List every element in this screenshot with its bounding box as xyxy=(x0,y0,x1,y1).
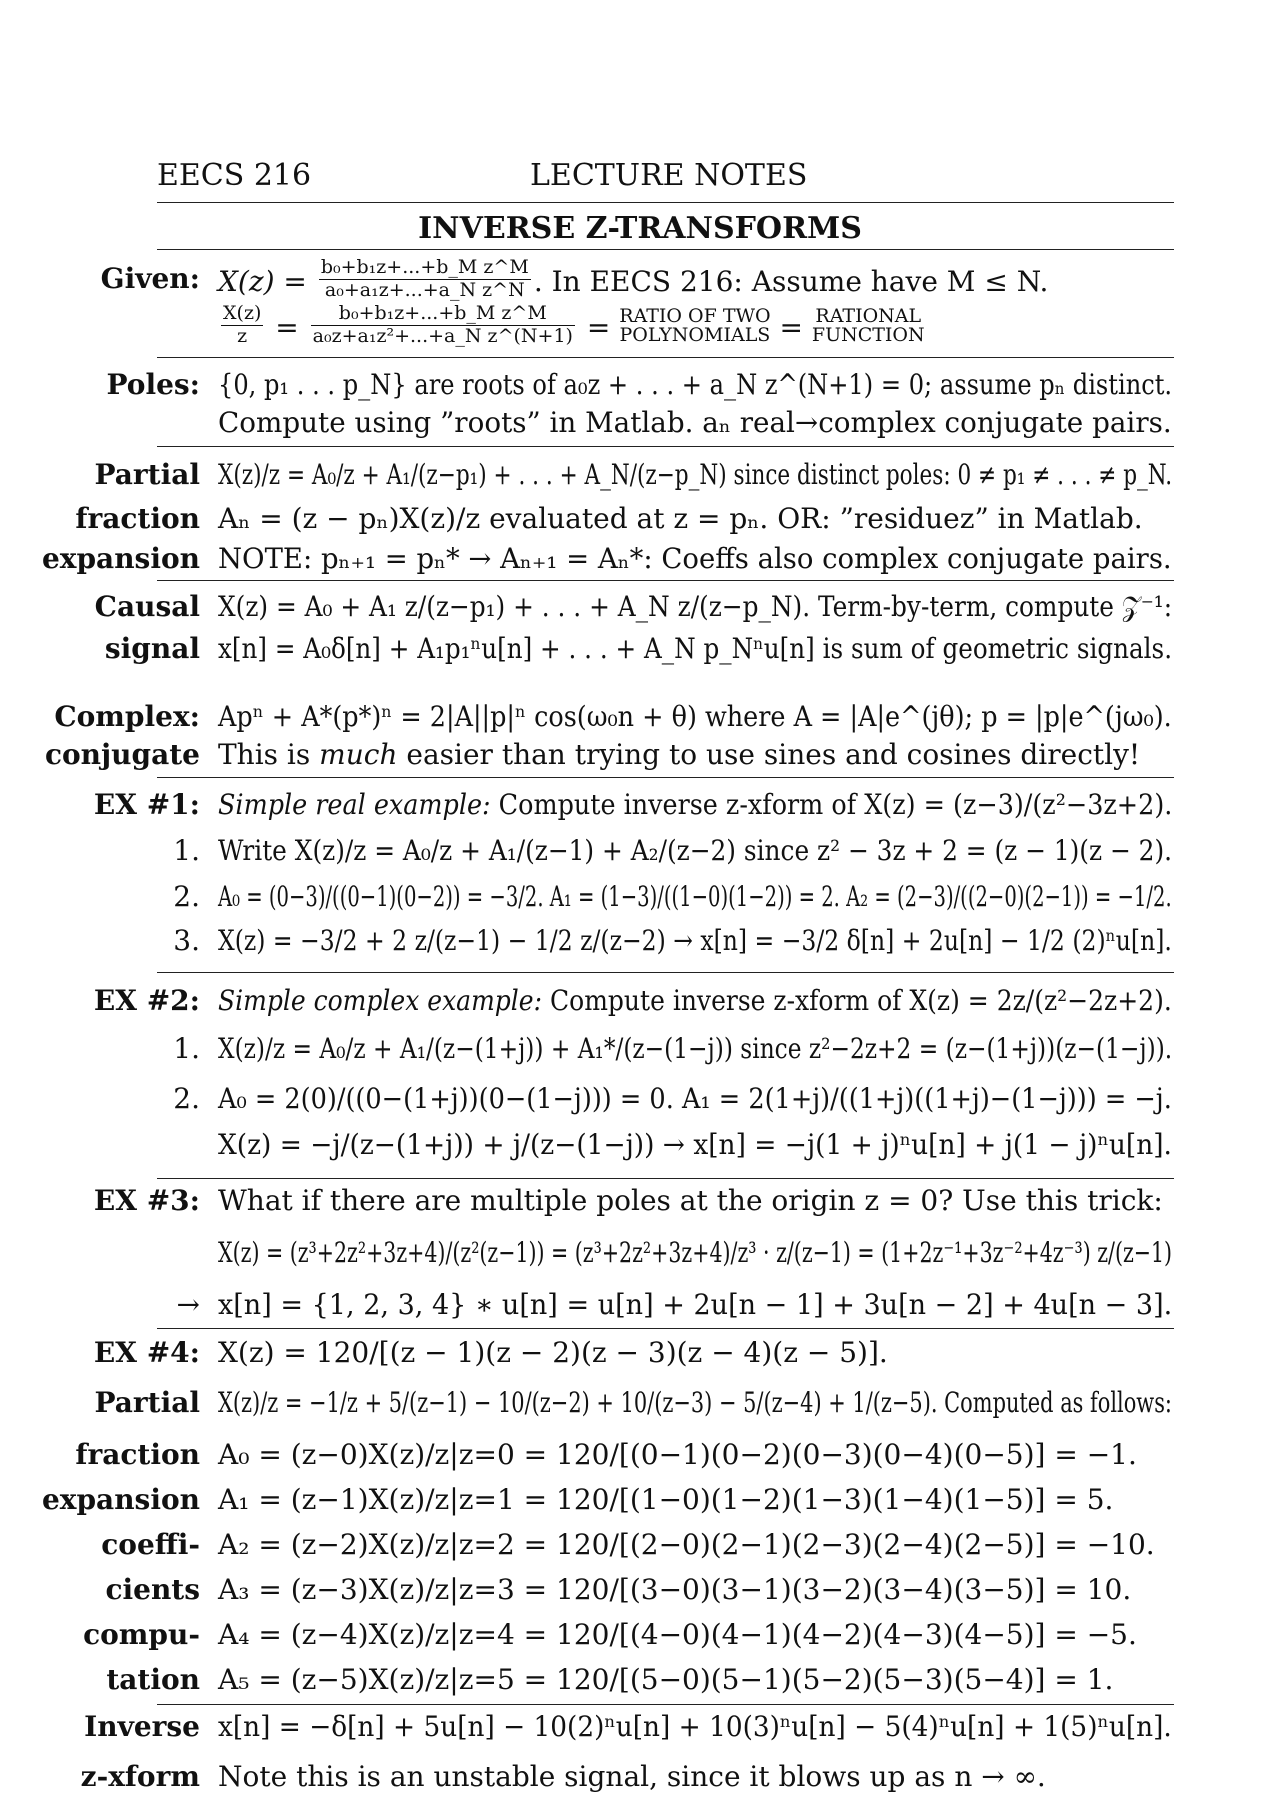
given-lhs: X(z) = xyxy=(218,264,307,298)
complex-text-2: This is much easier than trying to use sines and cosines directly! xyxy=(218,738,1141,771)
divider xyxy=(157,357,1174,358)
divider xyxy=(157,249,1174,250)
given-label: Given: xyxy=(100,262,200,295)
poles-line-2 xyxy=(0,406,1280,446)
given-line-2: $\frac{X(z)}{z}$ = $\frac{\text{b₀+b₁z+...+b\_M z\textasciicircum{}M}}{\text{a₀z+a₁z²+...+a\_N z\textasciicircum{}(N+1)}}$ = RATIO OF TWO POLYNOMIALS = RATIONAL FUNCTION xyxy=(223,302,925,347)
course-code: EECS 216 xyxy=(157,158,312,193)
inverse-label: Inverse xyxy=(84,1710,200,1743)
ex4-coef-a2: coeffi- A₂ = (z−2)X(z)/z|z=2 = 120/[(2−0)(2−1)(2−3)(2−4)(2−5)] = −10. xyxy=(101,1528,1155,1561)
poles-text-2: Compute using ”roots” in Matlab. aₙ real→complex conjugate pairs. xyxy=(218,406,1172,439)
divider xyxy=(157,446,1174,447)
ex2-step-2: 2. A₀ = 2(0)/((0−(1+j))(0−(1−j))) = 0. A₁ = 2(1+j)/((1+j)((1+j)−(1−j))) = −j. xyxy=(173,1082,1172,1115)
ex4-coef-a5: tation A₅ = (z−5)X(z)/z|z=5 = 120/[(5−0)(5−1)(5−2)(5−3)(5−4)] = 1. xyxy=(106,1663,1114,1696)
ex2-line-0 xyxy=(0,984,1280,1024)
partial-line-2 xyxy=(0,502,1280,542)
divider xyxy=(157,202,1174,203)
complex-line-1 xyxy=(0,700,1280,740)
partial-text-3: NOTE: pₙ₊₁ = pₙ* → Aₙ₊₁ = Aₙ*: Coeffs also complex conjugate pairs. xyxy=(218,542,1172,575)
given-line-1 xyxy=(0,256,1280,302)
ex1-label: EX #1: xyxy=(93,788,200,821)
ratio-note: RATIO OF TWO POLYNOMIALS xyxy=(619,304,771,347)
ex3-line-1: EX #3: What if there are multiple poles at the origin z = 0? Use this trick: xyxy=(93,1184,1163,1217)
poles-label: Poles: xyxy=(106,368,200,401)
divider xyxy=(157,1704,1174,1705)
causal-label: Causal xyxy=(94,590,200,623)
given-fraction: $\frac{\text{b₀+b₁z+...+b\_M z\textasciicircum{}M}}{\text{a₀+a₁z+...+a\_N z\textasciicircum{}N}}$ xyxy=(320,256,529,301)
causal-text-2: x[n] = A₀δ[n] + A₁p₁ⁿu[n] + . . . + A_N p_Nⁿu[n] is sum of geometric signals. xyxy=(218,632,1173,665)
ex2-intro: Simple complex example: Compute inverse z-xform of X(z) = 2z/(z²−2z+2). xyxy=(218,984,1172,1017)
xz-over-z: $\frac{X(z)}{z}$ xyxy=(223,302,262,347)
signal-label: signal xyxy=(104,632,200,665)
notes-heading: LECTURE NOTES xyxy=(530,158,808,193)
conjugate-label: conjugate xyxy=(44,738,200,771)
page-title: INVERSE Z-TRANSFORMS xyxy=(418,211,862,246)
ex3-line-2: X(z) = (z³+2z²+3z+4)/(z²(z−1)) = (z³+2z²+3z+4)/z³ · z/(z−1) = (1+2z⁻¹+3z⁻²+4z⁻³) z/(z−1) xyxy=(218,1236,1173,1269)
poles-text-1: {0, p₁ . . . p_N} are roots of a₀z + . . . + a_N z^(N+1) = 0; assume pₙ distinct. xyxy=(218,368,1173,401)
fraction-label: fraction xyxy=(75,502,200,535)
given-fraction-2: $\frac{\text{b₀+b₁z+...+b\_M z\textasciicircum{}M}}{\text{a₀z+a₁z²+...+a\_N z\textasciicircum{}(N+1)}}$ xyxy=(312,302,573,347)
rational-note: RATIONAL FUNCTION xyxy=(811,304,925,347)
divider xyxy=(157,777,1174,778)
causal-line-2 xyxy=(0,632,1280,672)
complex-line-2 xyxy=(0,738,1280,778)
given-assumption: . In EECS 216: Assume have M ≤ N. xyxy=(533,264,1049,298)
ex2-step-3: X(z) = −j/(z−(1+j)) + j/(z−(1−j)) → x[n] = −j(1 + j)ⁿu[n] + j(1 − j)ⁿu[n]. xyxy=(218,1128,1172,1161)
partial-label: Partial xyxy=(94,458,200,491)
ex4-coef-a0: fraction A₀ = (z−0)X(z)/z|z=0 = 120/[(0−1)(0−2)(0−3)(0−4)(0−5)] = −1. xyxy=(75,1438,1137,1471)
ex1-step-3: 3. X(z) = −3/2 + 2 z/(z−1) − 1/2 z/(z−2) → x[n] = −3/2 δ[n] + 2u[n] − 1/2 (2)ⁿu[n]. xyxy=(173,924,1172,957)
divider xyxy=(157,580,1174,581)
ex4-line-0: EX #4: X(z) = 120/[(z − 1)(z − 2)(z − 3)(z − 4)(z − 5)]. xyxy=(93,1336,888,1369)
ex2-label: EX #2: xyxy=(93,984,200,1017)
ex1-intro: Simple real example: Compute inverse z-xform of X(z) = (z−3)/(z²−3z+2). xyxy=(218,788,1173,821)
partial-text-2: Aₙ = (z − pₙ)X(z)/z evaluated at z = pₙ. OR: ”residuez” in Matlab. xyxy=(218,502,1143,535)
divider xyxy=(157,1328,1174,1329)
inverse-line-2: z-xform Note this is an unstable signal, since it blows up as n → ∞. xyxy=(80,1760,1046,1793)
ex4-line-1: Partial X(z)/z = −1/z + 5/(z−1) − 10/(z−2) + 10/(z−3) − 5/(z−4) + 1/(z−5). Computed as follows: xyxy=(94,1386,1172,1419)
ex3-label: EX #3: xyxy=(93,1184,200,1217)
ex1-line-0 xyxy=(0,788,1280,828)
ex1-step-1: 1. Write X(z)/z = A₀/z + A₁/(z−1) + A₂/(z−2) since z² − 3z + 2 = (z − 1)(z − 2). xyxy=(173,834,1173,867)
complex-label: Complex: xyxy=(54,700,200,733)
ex4-coef-a3: cients A₃ = (z−3)X(z)/z|z=3 = 120/[(3−0)(3−1)(3−2)(3−4)(3−5)] = 10. xyxy=(105,1573,1132,1606)
zxform-label: z-xform xyxy=(80,1760,200,1793)
causal-line-1 xyxy=(0,590,1280,630)
expansion-label: expansion xyxy=(41,542,200,575)
ex4-coef-a4: compu- A₄ = (z−4)X(z)/z|z=4 = 120/[(4−0)(4−1)(4−2)(4−3)(4−5)] = −5. xyxy=(83,1618,1137,1651)
partial-line-1 xyxy=(0,458,1280,498)
ex4-coef-a1: expansion A₁ = (z−1)X(z)/z|z=1 = 120/[(1−0)(1−2)(1−3)(1−4)(1−5)] = 5. xyxy=(41,1483,1114,1516)
ex4-label: EX #4: xyxy=(93,1336,200,1369)
inverse-line-1: Inverse x[n] = −δ[n] + 5u[n] − 10(2)ⁿu[n] + 10(3)ⁿu[n] − 5(4)ⁿu[n] + 1(5)ⁿu[n]. xyxy=(84,1710,1172,1743)
poles-line-1 xyxy=(0,368,1280,408)
causal-text-1: X(z) = A₀ + A₁ z/(z−p₁) + . . . + A_N z/(z−p_N). Term-by-term, compute 𝒵⁻¹: xyxy=(218,590,1173,623)
partial-line-3 xyxy=(0,542,1280,582)
ex2-step-1: 1. X(z)/z = A₀/z + A₁/(z−(1+j)) + A₁*/(z−(1−j)) since z²−2z+2 = (z−(1+j))(z−(1−j)). xyxy=(173,1032,1173,1065)
ex1-step-2: 2. A₀ = (0−3)/((0−1)(0−2)) = −3/2. A₁ = (1−3)/((1−0)(1−2)) = 2. A₂ = (2−3)/((2−0)(2−1)) = −1/2. xyxy=(173,880,1172,913)
arrow-glyph: → xyxy=(176,1288,200,1321)
divider xyxy=(157,1178,1174,1179)
complex-text-1: Apⁿ + A*(p*)ⁿ = 2|A||p|ⁿ cos(ω₀n + θ) where A = |A|e^(jθ); p = |p|e^(jω₀). xyxy=(218,700,1172,733)
ex3-line-3: → x[n] = {1, 2, 3, 4} ∗ u[n] = u[n] + 2u[n − 1] + 3u[n − 2] + 4u[n − 3]. xyxy=(176,1288,1173,1321)
partial-text-1: X(z)/z = A₀/z + A₁/(z−p₁) + . . . + A_N/(z−p_N) since distinct poles: 0 ≠ p₁ ≠ . . . ≠ p_N. xyxy=(218,458,1173,491)
divider xyxy=(157,972,1174,973)
